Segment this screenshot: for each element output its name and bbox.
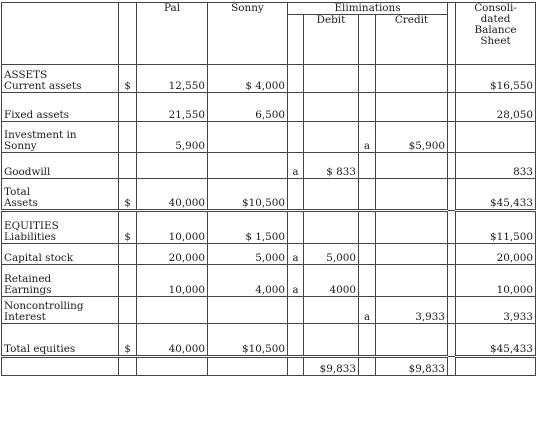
cell-credit (376, 65, 448, 93)
cell-line-label (2, 357, 119, 376)
line-label-2: Earnings (4, 284, 52, 296)
cell-consolidated (456, 122, 536, 153)
cell-line-label (2, 244, 119, 265)
cell-gap (448, 93, 456, 122)
cell-debit (304, 179, 359, 211)
cell-sign: $ (119, 324, 137, 357)
consolidated-line-1: Consoli- (474, 2, 517, 14)
cell-credit-marker (359, 153, 376, 179)
cell-sign (119, 122, 137, 153)
cell-credit (376, 179, 448, 211)
cell-sign (119, 297, 137, 324)
cell-debit (304, 324, 359, 357)
worksheet-row (2, 153, 536, 179)
cell-debit-marker: a (288, 244, 304, 265)
worksheet-row (2, 122, 536, 153)
cell-line-label (2, 65, 119, 93)
header-eliminations: Eliminations (288, 3, 448, 15)
cell-credit: $5,900 (376, 122, 448, 153)
cell-debit: 4000 (304, 265, 359, 297)
cell-debit (304, 93, 359, 122)
cell-debit (304, 65, 359, 93)
cell-sonny: 4,000 (208, 265, 288, 297)
cell-line-label (2, 93, 119, 122)
cell-pal: 10,000 (137, 265, 208, 297)
line-label-2: Fixed assets (4, 109, 70, 121)
cell-gap (448, 244, 456, 265)
cell-pal (137, 357, 208, 376)
line-label-1: Investment in (4, 129, 77, 141)
header-blank (2, 3, 119, 65)
cell-pal (137, 153, 208, 179)
cell-credit-marker (359, 244, 376, 265)
cell-consolidated: $11,500 (456, 211, 536, 244)
worksheet-row (2, 93, 536, 122)
cell-line-label (2, 211, 119, 244)
worksheet-row (2, 265, 536, 297)
cell-gap (448, 65, 456, 93)
worksheet-row (2, 65, 536, 93)
cell-debit-marker: a (288, 153, 304, 179)
cell-credit (376, 244, 448, 265)
cell-credit-marker (359, 179, 376, 211)
cell-pal (137, 297, 208, 324)
line-label-2: Capital stock (4, 252, 73, 264)
consolidated-line-3: Balance (474, 24, 517, 36)
line-label-2: Current assets (4, 80, 82, 92)
cell-debit-marker (288, 357, 304, 376)
cell-sonny: $ 4,000 (208, 65, 288, 93)
line-label-2: Assets (4, 197, 38, 209)
cell-gap (448, 179, 456, 211)
header-blank-gap (448, 3, 456, 65)
cell-sign (119, 357, 137, 376)
header-pal: Pal (137, 3, 208, 65)
cell-credit: 3,933 (376, 297, 448, 324)
cell-debit-marker (288, 211, 304, 244)
cell-debit: $ 833 (304, 153, 359, 179)
cell-pal: 5,900 (137, 122, 208, 153)
worksheet-row (2, 324, 536, 357)
cell-sonny: 5,000 (208, 244, 288, 265)
cell-line-label (2, 179, 119, 211)
cell-pal: 40,000 (137, 324, 208, 357)
cell-debit-marker (288, 297, 304, 324)
header-credit-marker (359, 15, 376, 65)
cell-sonny: $10,500 (208, 324, 288, 357)
cell-credit (376, 93, 448, 122)
worksheet-row (2, 211, 536, 244)
header-blank-sign (119, 3, 137, 65)
cell-debit-marker (288, 93, 304, 122)
header-consolidated (456, 3, 536, 65)
cell-consolidated: 833 (456, 153, 536, 179)
cell-pal: 40,000 (137, 179, 208, 211)
header-debit: Debit (304, 15, 359, 65)
worksheet-row (2, 179, 536, 211)
cell-line-label (2, 324, 119, 357)
cell-consolidated: 3,933 (456, 297, 536, 324)
cell-credit-marker (359, 265, 376, 297)
header-sonny: Sonny (208, 3, 288, 65)
cell-sonny: 6,500 (208, 93, 288, 122)
cell-sonny (208, 122, 288, 153)
cell-credit-marker: a (359, 122, 376, 153)
cell-credit-marker (359, 65, 376, 93)
cell-gap (448, 122, 456, 153)
consolidated-line-4: Sheet (480, 35, 511, 47)
cell-sign: $ (119, 179, 137, 211)
cell-consolidated: 28,050 (456, 93, 536, 122)
cell-line-label (2, 297, 119, 324)
cell-sign (119, 153, 137, 179)
cell-pal: 21,550 (137, 93, 208, 122)
worksheet-row (2, 357, 536, 376)
cell-line-label (2, 122, 119, 153)
cell-sign: $ (119, 65, 137, 93)
header-row-top (2, 3, 536, 15)
line-label-1: Total (4, 186, 31, 198)
cell-credit-marker: a (359, 297, 376, 324)
cell-sonny (208, 357, 288, 376)
cell-sign: $ (119, 211, 137, 244)
cell-sonny: $ 1,500 (208, 211, 288, 244)
cell-consolidated (456, 357, 536, 376)
header-credit: Credit (376, 15, 448, 65)
cell-consolidated: $45,433 (456, 179, 536, 211)
line-label-1: EQUITIES (4, 220, 59, 232)
cell-sign (119, 93, 137, 122)
cell-credit-marker (359, 211, 376, 244)
line-label-2: Total equities (4, 343, 76, 355)
header-debit-marker (288, 15, 304, 65)
cell-consolidated: 20,000 (456, 244, 536, 265)
line-label-1: ASSETS (4, 69, 48, 81)
cell-sonny (208, 297, 288, 324)
cell-debit: $9,833 (304, 357, 359, 376)
cell-credit (376, 153, 448, 179)
cell-credit-marker (359, 93, 376, 122)
line-label-2: Liabilities (4, 231, 57, 243)
cell-pal: 12,550 (137, 65, 208, 93)
cell-consolidated: 10,000 (456, 265, 536, 297)
cell-gap (448, 265, 456, 297)
cell-credit-marker (359, 324, 376, 357)
consolidation-worksheet (1, 2, 536, 376)
cell-credit: $9,833 (376, 357, 448, 376)
worksheet-row (2, 297, 536, 324)
cell-debit-marker (288, 179, 304, 211)
line-label-2: Sonny (4, 140, 37, 152)
cell-sonny (208, 153, 288, 179)
line-label-2: Interest (4, 311, 46, 323)
cell-gap (448, 153, 456, 179)
cell-debit: 5,000 (304, 244, 359, 265)
cell-credit-marker (359, 357, 376, 376)
cell-debit (304, 122, 359, 153)
cell-debit-marker (288, 122, 304, 153)
line-label-1: Noncontrolling (4, 300, 84, 312)
cell-credit (376, 265, 448, 297)
cell-line-label (2, 265, 119, 297)
cell-debit-marker (288, 65, 304, 93)
cell-pal: 20,000 (137, 244, 208, 265)
worksheet-row (2, 244, 536, 265)
cell-pal: 10,000 (137, 211, 208, 244)
cell-gap (448, 297, 456, 324)
cell-sign (119, 244, 137, 265)
cell-gap (448, 357, 456, 376)
cell-credit (376, 324, 448, 357)
cell-debit-marker (288, 324, 304, 357)
cell-gap (448, 324, 456, 357)
cell-sonny: $10,500 (208, 179, 288, 211)
consolidated-line-2: dated (480, 13, 511, 25)
line-label-2: Goodwill (4, 166, 51, 178)
line-label-1: Retained (4, 273, 52, 285)
cell-credit (376, 211, 448, 244)
cell-debit (304, 211, 359, 244)
cell-sign (119, 265, 137, 297)
cell-line-label (2, 153, 119, 179)
cell-consolidated: $45,433 (456, 324, 536, 357)
cell-gap (448, 211, 456, 244)
cell-consolidated: $16,550 (456, 65, 536, 93)
cell-debit (304, 297, 359, 324)
cell-debit-marker: a (288, 265, 304, 297)
